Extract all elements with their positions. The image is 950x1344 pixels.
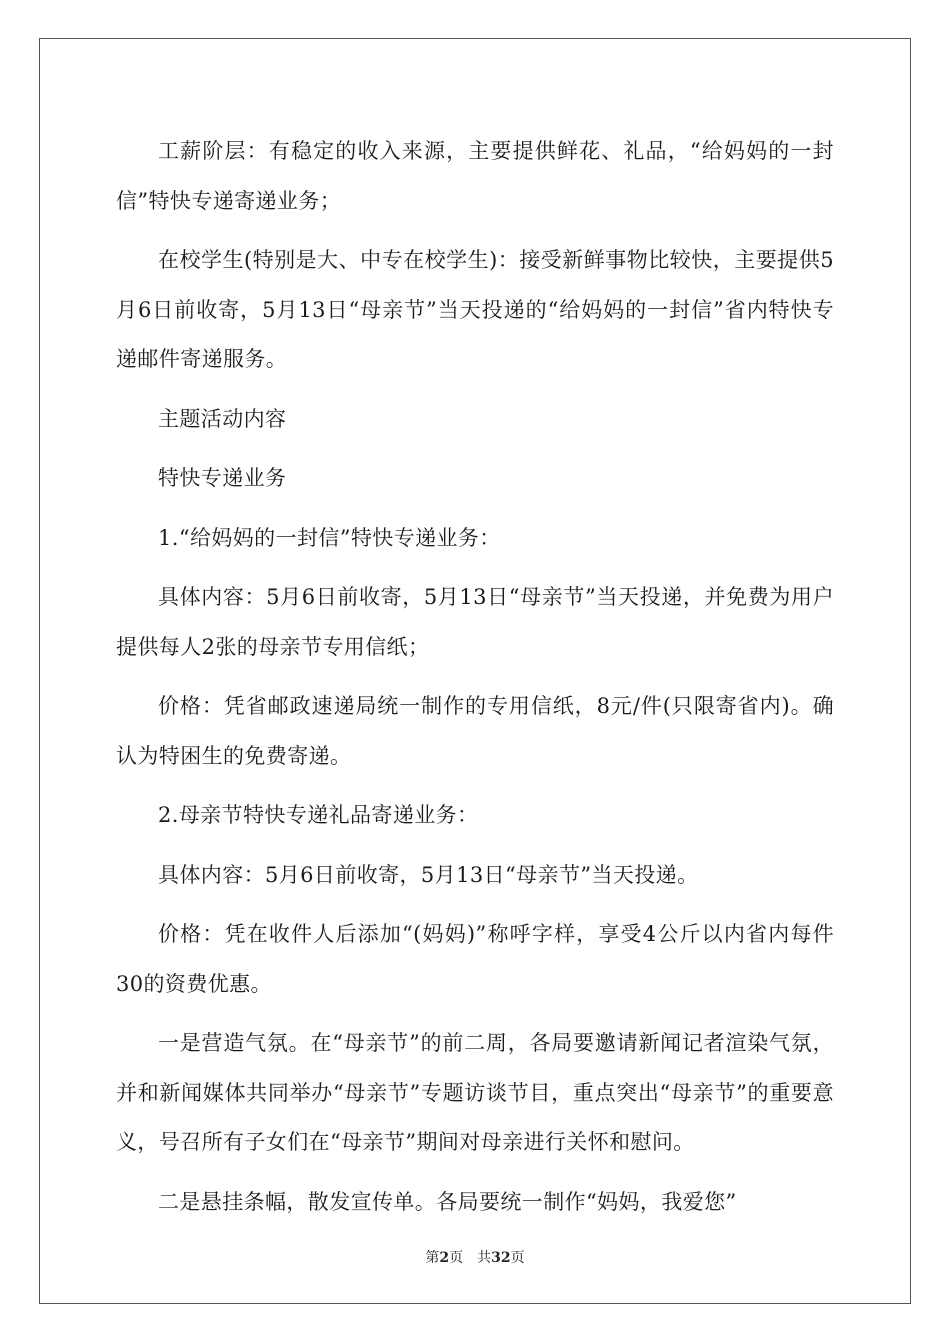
paragraph: 具体内容：5月6日前收寄，5月13日“母亲节”当天投递。 xyxy=(158,862,699,887)
section-heading: 特快专递业务 xyxy=(158,466,287,490)
page-number: 2 xyxy=(439,1250,450,1266)
list-item-heading: 1.“给妈妈的一封信”特快专递业务： xyxy=(158,525,501,550)
paragraph: 在校学生(特别是大、中专在校学生)：接受新鲜事物比较快，主要提供5月6日前收寄，5月13日“母亲节”当天投递的“给妈妈的一封信”省内特快专递邮件寄递服务。 xyxy=(116,248,834,371)
section-heading: 主题活动内容 xyxy=(158,406,287,431)
paragraph: 价格：凭省邮政速递局统一制作的专用信纸，8元/件(只限寄省内)。确认为特困生的免费寄递。 xyxy=(116,694,834,768)
paragraph: 一是营造气氛。在“母亲节”的前二周，各局要邀请新闻记者渲染气氛，并和新闻媒体共同举办“母亲节”专题访谈节目，重点突出“母亲节”的重要意义，号召所有子女们在“母亲节”期间对母亲进行关怀和慰问。 xyxy=(116,1031,834,1154)
total-prefix: 共 xyxy=(477,1250,492,1266)
paragraph: 具体内容：5月6日前收寄，5月13日“母亲节”当天投递，并免费为用户提供每人2张的母亲节专用信纸； xyxy=(116,585,834,659)
total-unit: 页 xyxy=(510,1250,525,1266)
paragraph: 二是悬挂条幅，散发宣传单。各局要统一制作“妈妈，我爱您” xyxy=(158,1189,737,1214)
page-unit: 页 xyxy=(449,1250,464,1266)
paragraph: 价格：凭在收件人后添加“(妈妈)”称呼字样，享受4公斤以内省内每件30的资费优惠。 xyxy=(116,922,834,996)
page-prefix: 第 xyxy=(425,1250,440,1266)
page-total: 32 xyxy=(491,1250,511,1266)
page-footer xyxy=(0,1247,950,1267)
list-item-heading: 2.母亲节特快专递礼品寄递业务： xyxy=(158,803,479,827)
document-body xyxy=(116,127,834,1237)
paragraph: 工薪阶层：有稳定的收入来源，主要提供鲜花、礼品，“给妈妈的一封信”特快专递寄递业务； xyxy=(116,139,834,213)
